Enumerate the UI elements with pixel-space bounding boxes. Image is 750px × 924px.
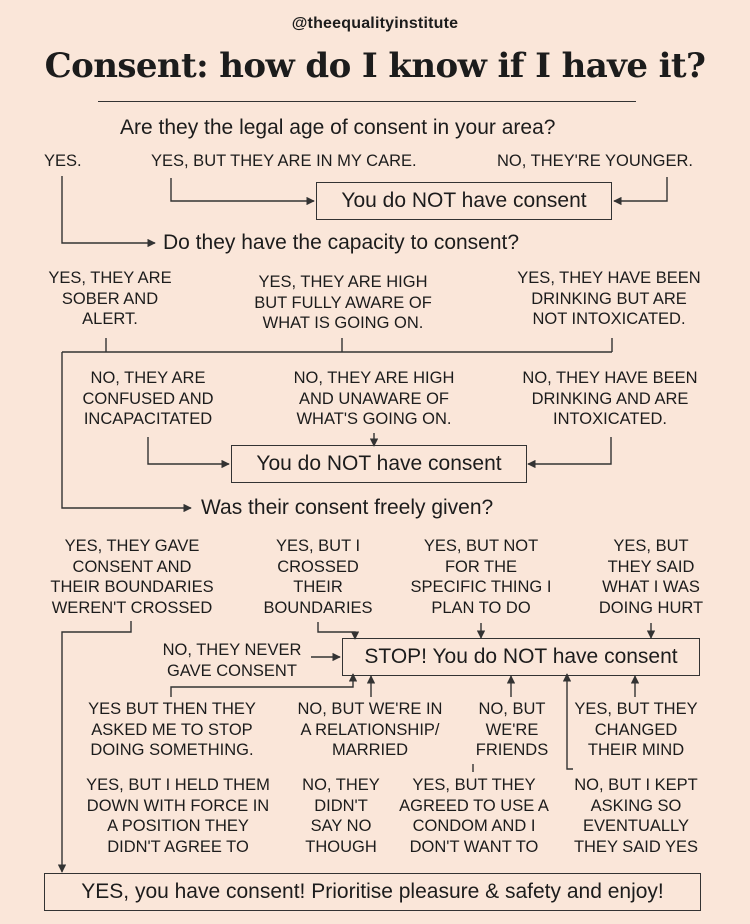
option-friends: NO, BUT WE'RE FRIENDS <box>475 700 549 759</box>
option-asked-to-stop: YES BUT THEN THEY ASKED ME TO STOP DOING SOMETHING. <box>88 700 256 759</box>
option-high-aware: YES, THEY ARE HIGH BUT FULLY AWARE OF WHAT IS GOING ON. <box>254 273 432 332</box>
page-title: Consent: how do I know if I have it? <box>44 46 706 86</box>
arrow-yes-to-capacity <box>62 176 155 243</box>
question-capacity: Do they have the capacity to consent? <box>163 231 520 254</box>
option-didnt-say-no: NO, THEY DIDN'T SAY NO THOUGH <box>302 776 380 856</box>
option-intoxicated: NO, THEY HAVE BEEN DRINKING AND ARE INTOXICATED. <box>522 369 698 428</box>
option-kept-asking: NO, BUT I KEPT ASKING SO EVENTUALLY THEY SAID YES <box>573 776 699 856</box>
option-yes-in-care: YES, BUT THEY ARE IN MY CARE. <box>151 152 417 170</box>
option-said-hurt: YES, BUT THEY SAID WHAT I WAS DOING HURT <box>598 537 704 617</box>
result-no-consent-capacity: You do NOT have consent <box>231 445 527 483</box>
option-yes: YES. <box>44 152 82 170</box>
option-never-gave-consent: NO, THEY NEVER GAVE CONSENT <box>162 641 302 680</box>
option-held-down: YES, BUT I HELD THEM DOWN WITH FORCE IN A POSITION THEY DIDN'T AGREE TO <box>86 776 270 856</box>
arrow-care-to-result <box>171 178 314 201</box>
option-confused: NO, THEY ARE CONFUSED AND INCAPACITATED <box>82 369 214 428</box>
result-yes-consent: YES, you have consent! Prioritise pleasure & safety and enjoy! <box>44 873 701 911</box>
account-handle: @theequalityinstitute <box>291 15 459 32</box>
title-divider <box>98 101 636 102</box>
option-relationship: NO, BUT WE'RE IN A RELATIONSHIP/ MARRIED <box>297 700 443 759</box>
option-drinking-not-intoxicated: YES, THEY HAVE BEEN DRINKING BUT ARE NOT INTOXICATED. <box>517 269 701 328</box>
option-high-unaware: NO, THEY ARE HIGH AND UNAWARE OF WHAT'S GOING ON. <box>293 369 455 428</box>
option-not-specific-thing: YES, BUT NOT FOR THE SPECIFIC THING I PLAN TO DO <box>410 537 552 617</box>
question-legal-age: Are they the legal age of consent in your area? <box>120 116 556 139</box>
option-younger: NO, THEY'RE YOUNGER. <box>497 152 693 170</box>
option-boundaries-respected: YES, THEY GAVE CONSENT AND THEIR BOUNDARIES WEREN'T CROSSED <box>50 537 214 617</box>
option-condom: YES, BUT THEY AGREED TO USE A CONDOM AND I DON'T WANT TO <box>399 776 549 856</box>
result-stop-no-consent: STOP! You do NOT have consent <box>342 638 700 676</box>
result-no-consent-age: You do NOT have consent <box>316 182 612 220</box>
question-freely-given: Was their consent freely given? <box>201 496 494 519</box>
arrow-younger-to-result <box>614 177 667 201</box>
option-sober-alert: YES, THEY ARE SOBER AND ALERT. <box>48 269 172 328</box>
arrow-intoxicated-to-result <box>528 437 611 464</box>
arrow-confused-to-result <box>148 437 229 464</box>
option-crossed-boundaries: YES, BUT I CROSSED THEIR BOUNDARIES <box>263 537 373 617</box>
arrow-crossed-to-stop <box>318 622 355 639</box>
option-changed-mind: YES, BUT THEY CHANGED THEIR MIND <box>574 700 698 759</box>
